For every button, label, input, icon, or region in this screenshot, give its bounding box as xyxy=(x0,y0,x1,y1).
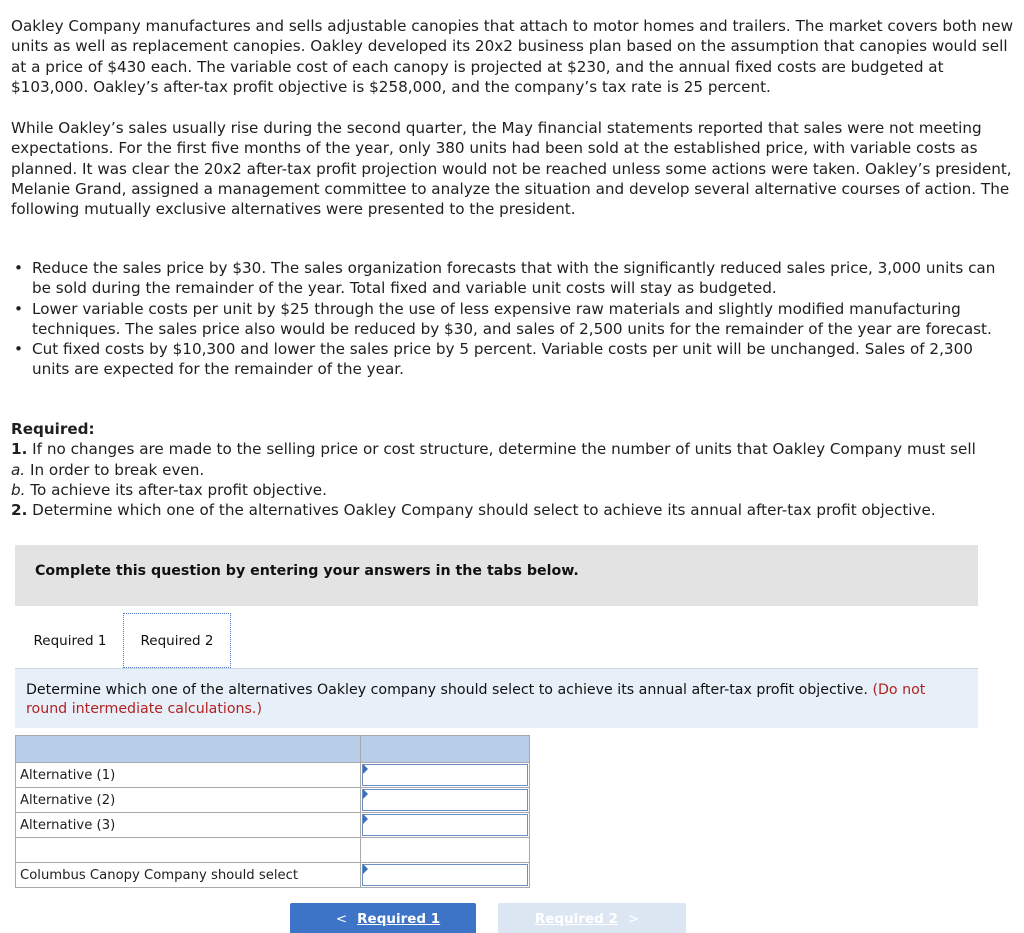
chevron-left-icon: < xyxy=(335,911,348,927)
alternative-2-input[interactable] xyxy=(363,790,527,810)
alternative-text: Reduce the sales price by $30. The sales organization forecasts that with the significantly reduced sales price, 3,000 units can be sold during the remainder of the year. Total fixed and variable unit costs will stay as budgeted. xyxy=(32,259,996,298)
previous-button[interactable] xyxy=(290,903,476,933)
alternative-1-input[interactable] xyxy=(363,765,527,785)
row-label: Alternative (2) xyxy=(16,788,361,813)
question-1a xyxy=(11,460,1014,480)
next-button-label: Required 2 xyxy=(534,911,618,927)
row-label: Alternative (3) xyxy=(16,813,361,838)
bullet-icon: • xyxy=(14,259,23,277)
question-2 xyxy=(11,500,1014,520)
alternative-3-input[interactable] xyxy=(363,815,527,835)
intro-paragraph-1: Oakley Company manufactures and sells adjustable canopies that attach to motor homes and trailers. The market covers both new units as well as replacement canopies. Oakley developed its 20x2 business plan based on the assumption that canopies would sell at a price of $430 each. The variable cost of each canopy is projected at $230, and the annual fixed costs are budgeted at $103,000. Oakley’s after-tax profit objective is $258,000, and the company’s tax rate is 25 percent. xyxy=(11,17,1014,96)
question-text: To achieve its after-tax profit objective. xyxy=(25,480,327,499)
next-button xyxy=(498,903,686,933)
selection-input[interactable] xyxy=(363,865,527,885)
question-text: If no changes are made to the selling price or cost structure, determine the number of units that Oakley Company must sell xyxy=(27,440,976,459)
tab-required-1[interactable]: Required 1 xyxy=(33,633,107,649)
table-row xyxy=(16,838,530,863)
input-marker-icon xyxy=(363,814,368,824)
table-row xyxy=(16,763,530,788)
question-number: 2. xyxy=(11,501,28,520)
bullet-icon: • xyxy=(14,340,23,359)
alternatives-list xyxy=(11,258,1014,380)
tab-required-2[interactable]: Required 2 xyxy=(123,613,231,668)
input-marker-icon xyxy=(363,864,368,874)
alternative-text: Lower variable costs per unit by $25 through the use of less expensive raw materials and slightly modified manufacturing techniques. The sales price also would be reduced by $30, and sales of 2,500 units for the remainder of the year are forecast. xyxy=(32,299,992,338)
list-item xyxy=(11,258,1014,299)
instruction-text xyxy=(26,681,971,718)
instruction-note: (Do not round intermediate calculations.) xyxy=(26,682,926,717)
answer-table xyxy=(15,735,530,888)
question-letter: a. xyxy=(11,460,26,479)
list-item xyxy=(11,299,1014,340)
complete-instructions-box xyxy=(15,545,978,606)
list-item xyxy=(11,339,1014,380)
question-1b xyxy=(11,480,1014,500)
bullet-icon: • xyxy=(14,299,23,318)
table-row xyxy=(16,813,530,838)
input-marker-icon xyxy=(363,789,368,799)
input-marker-icon xyxy=(363,764,368,774)
table-row xyxy=(16,788,530,813)
intro-paragraph-2: While Oakley’s sales usually rise during the second quarter, the May financial statements reported that sales were not meeting expectations. For the first five months of the year, only 380 units had been sold at the established price, with variable costs as planned. It was clear the 20x2 after-tax profit projection would not be reached unless some actions were taken. Oakley’s president, Melanie Grand, assigned a management committee to analyze the situation and develop several alternative courses of action. The following mutually exclusive alternatives were presented to the president. xyxy=(11,119,1012,219)
question-text: Determine which one of the alternatives Oakley Company should select to achieve its annual after-tax profit objective. xyxy=(27,501,936,520)
chevron-right-icon: > xyxy=(627,911,640,927)
header-cell xyxy=(361,736,530,763)
row-label: Alternative (1) xyxy=(16,763,361,788)
row-label: Columbus Canopy Company should select xyxy=(16,863,361,888)
table-row xyxy=(16,863,530,888)
question-number: 1. xyxy=(11,440,28,459)
previous-button-label: Required 1 xyxy=(357,911,441,927)
required-section xyxy=(11,419,1014,520)
question-letter: b. xyxy=(11,480,26,499)
alternative-text: Cut fixed costs by $10,300 and lower the sales price by 5 percent. Variable costs per unit will be unchanged. Sales of 2,300 units are expected for the remainder of the year. xyxy=(32,340,973,379)
instruction-main: Determine which one of the alternatives Oakley company should select to achieve its annual after-tax profit objective. xyxy=(26,682,868,698)
instruction-box xyxy=(15,668,978,728)
question-text: In order to break even. xyxy=(25,460,205,479)
required-heading: Required: xyxy=(11,420,95,438)
question-1 xyxy=(11,439,1014,459)
complete-instructions-text: Complete this question by entering your answers in the tabs below. xyxy=(35,563,579,579)
table-header-row xyxy=(16,736,530,763)
header-cell xyxy=(16,736,361,763)
